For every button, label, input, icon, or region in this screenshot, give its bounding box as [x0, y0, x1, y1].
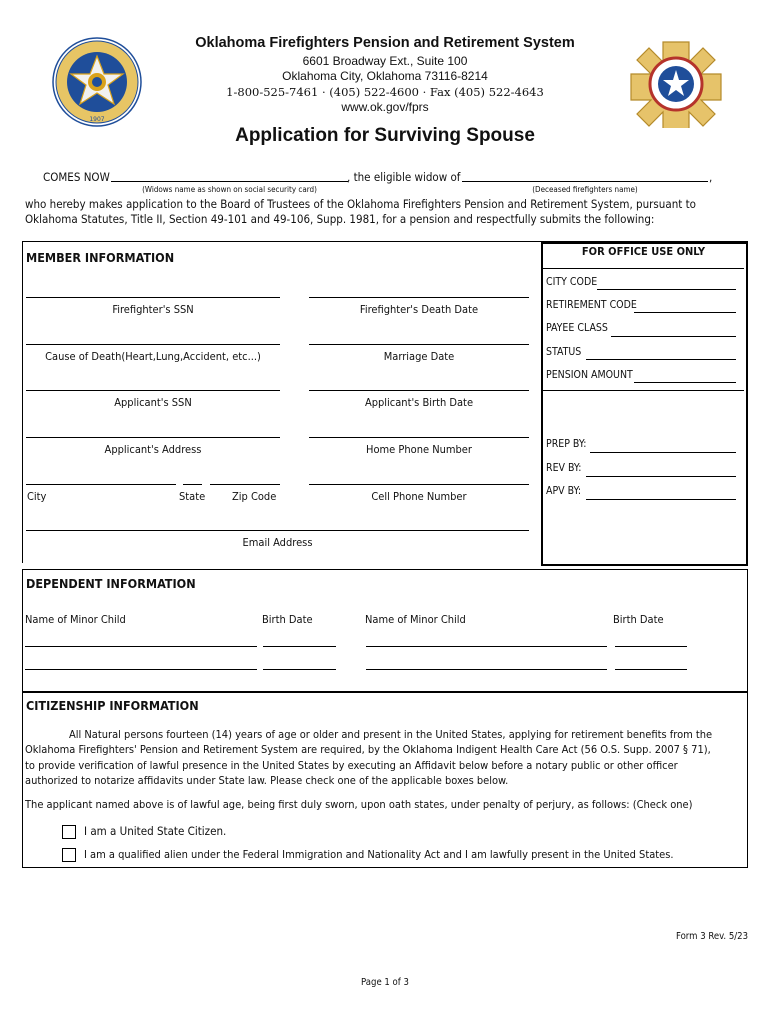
applicant-birth-date-label: Applicant's Birth Date [364, 396, 474, 409]
us-citizen-checkbox[interactable] [62, 825, 76, 839]
intro-paragraph-line1: who hereby makes application to the Board of Trustees of the Oklahoma Firefighters Pension and Retirement System, pursuant to [25, 197, 696, 211]
retirement-code-label: RETIREMENT CODE [546, 299, 637, 311]
citizenship-para-line2: Oklahoma Firefighters' Pension and Retirement System are required, by the Oklahoma Indigent Health Care Act (56 O.S. Supp. 2007 § 71), [25, 743, 711, 756]
form-revision: Form 3 Rev. 5/23 [676, 931, 749, 942]
qualified-alien-checkbox[interactable] [62, 848, 76, 862]
svg-text:1907: 1907 [89, 116, 105, 123]
city-code-label: CITY CODE [546, 276, 598, 288]
us-citizen-label: I am a United State Citizen. [84, 824, 227, 838]
payee-class-field[interactable] [611, 336, 736, 337]
status-field[interactable] [586, 359, 736, 360]
widow-name-field[interactable] [111, 181, 348, 182]
home-phone-label: Home Phone Number [366, 443, 472, 456]
form-title: Application for Surviving Spouse [235, 125, 535, 146]
office-title-divider [543, 268, 744, 269]
zip-field[interactable] [210, 484, 280, 485]
minor-child-3-birth-field[interactable] [615, 646, 687, 647]
city-code-field[interactable] [597, 289, 736, 290]
intro-paragraph-line2: Oklahoma Statutes, Title II, Section 49-101 and 49-106, Supp. 1981, for a pension and respectfully submits the following: [25, 212, 655, 226]
citizenship-info-title: CITIZENSHIP INFORMATION [26, 698, 199, 713]
home-phone-field[interactable] [309, 437, 529, 438]
rev-by-field[interactable] [586, 476, 736, 477]
cause-of-death-field[interactable] [26, 344, 280, 345]
applicant-ssn-field[interactable] [26, 390, 280, 391]
org-address-line2: Oklahoma City, Oklahoma 73116-8214 [282, 69, 488, 83]
minor-child-3-name-field[interactable] [366, 646, 607, 647]
applicant-address-label: Applicant's Address [104, 443, 202, 456]
comes-now-label: COMES NOW [43, 170, 110, 184]
oath-statement: The applicant named above is of lawful age, being first duly sworn, upon oath states, under penalty of perjury, as follows: (Check one) [25, 798, 693, 811]
applicant-ssn-label: Applicant's SSN [114, 396, 192, 409]
rev-by-label: REV BY: [546, 462, 582, 474]
office-mid-divider [543, 390, 744, 391]
org-phones: 1-800-525-7461 · (405) 522-4600 · Fax (405) 522-4643 [226, 85, 544, 99]
citizenship-para-line1: All Natural persons fourteen (14) years of age or older and present in the United States, applying for retirement benefits from the [69, 728, 713, 741]
minor-child-col3-header: Name of Minor Child [365, 613, 466, 626]
state-label: State [179, 490, 206, 503]
pension-amount-field[interactable] [634, 382, 736, 383]
office-use-title: FOR OFFICE USE ONLY [581, 245, 706, 258]
minor-child-4-birth-field[interactable] [615, 669, 687, 670]
marriage-date-field[interactable] [309, 344, 529, 345]
minor-child-4-name-field[interactable] [366, 669, 607, 670]
citizenship-para-line3: to provide verification of lawful presence in the United States by executing an Affidavit below before a notary public or other officer [25, 759, 678, 772]
ff-death-date-label: Firefighter's Death Date [359, 303, 479, 316]
dependent-info-title: DEPENDENT INFORMATION [26, 576, 196, 591]
member-info-title: MEMBER INFORMATION [26, 250, 175, 265]
minor-child-col1-header: Name of Minor Child [25, 613, 126, 626]
marriage-date-label: Marriage Date [383, 350, 455, 363]
birth-date-col2-header: Birth Date [262, 613, 313, 626]
minor-child-2-name-field[interactable] [25, 669, 257, 670]
deceased-name-field[interactable] [462, 181, 708, 182]
state-field[interactable] [183, 484, 202, 485]
ff-ssn-field[interactable] [26, 297, 280, 298]
minor-child-2-birth-field[interactable] [263, 669, 336, 670]
prep-by-field[interactable] [590, 452, 736, 453]
org-name: Oklahoma Firefighters Pension and Retirement System [195, 35, 575, 51]
status-label: STATUS [546, 346, 582, 358]
ff-death-date-field[interactable] [309, 297, 529, 298]
qualified-alien-label: I am a qualified alien under the Federal Immigration and Nationality Act and I am lawfully present in the United States. [84, 848, 674, 861]
org-website: www.ok.gov/fprs [341, 100, 429, 114]
widow-name-hint: (Widows name as shown on social security card) [142, 185, 317, 194]
applicant-address-field[interactable] [26, 437, 280, 438]
email-label: Email Address [242, 536, 313, 549]
cell-phone-label: Cell Phone Number [371, 490, 467, 503]
minor-child-1-name-field[interactable] [25, 646, 257, 647]
retirement-code-field[interactable] [634, 312, 736, 313]
city-label: City [27, 490, 47, 503]
zip-label: Zip Code [232, 490, 277, 503]
apv-by-label: APV BY: [546, 485, 582, 497]
pension-amount-label: PENSION AMOUNT [546, 369, 633, 381]
trailing-comma: , [709, 170, 713, 184]
birth-date-col4-header: Birth Date [613, 613, 664, 626]
city-field[interactable] [26, 484, 176, 485]
minor-child-1-birth-field[interactable] [263, 646, 336, 647]
email-field[interactable] [26, 530, 529, 531]
org-address-line1: 6601 Broadway Ext., Suite 100 [302, 54, 468, 68]
office-use-box [541, 242, 748, 566]
cell-phone-field[interactable] [309, 484, 529, 485]
cause-of-death-label: Cause of Death(Heart,Lung,Accident, etc...) [45, 350, 261, 363]
deceased-name-hint: (Deceased firefighters name) [532, 185, 638, 194]
applicant-birth-date-field[interactable] [309, 390, 529, 391]
firefighters-badge-logo [630, 40, 722, 128]
payee-class-label: PAYEE CLASS [546, 322, 608, 334]
prep-by-label: PREP BY: [546, 438, 587, 450]
page-number: Page 1 of 3 [361, 977, 409, 988]
citizenship-para-line4: authorized to notarize affidavits under State law. Please check one of the applicable boxes below. [25, 774, 509, 787]
state-seal-logo [52, 37, 142, 127]
ff-ssn-label: Firefighter's SSN [112, 303, 194, 316]
eligible-widow-label: , the eligible widow of [347, 170, 461, 184]
apv-by-field[interactable] [586, 499, 736, 500]
